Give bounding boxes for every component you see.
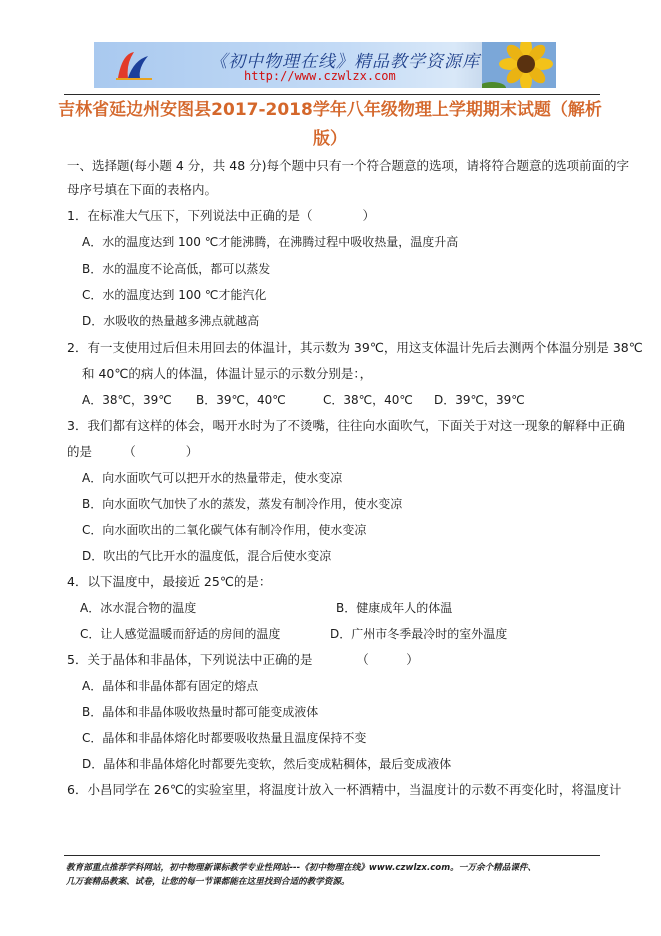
- option-d: D．水吸收的热量越多沸点就越高: [82, 314, 260, 328]
- option-b: B．水的温度不论高低，都可以蒸发: [82, 262, 271, 276]
- option-d: D．吹出的气比开水的温度低，混合后使水变凉: [82, 549, 332, 563]
- question-stem-cont: 和 40℃的病人的体温，体温计显示的示数分别是：，: [82, 366, 373, 381]
- document-title-line-1: 吉林省延边州安图县2017-2018学年八年级物理上学期期末试题（解析: [58, 100, 602, 120]
- option-a: A．冰水混合物的温度: [80, 601, 197, 615]
- option-b: B．39℃，40℃: [196, 393, 286, 407]
- option-c: C．让人感觉温暖而舒适的房间的温度: [80, 627, 281, 641]
- option-a: A．向水面吹气可以把开水的热量带走，使水变凉: [82, 471, 343, 485]
- option-c: C．38℃，40℃: [323, 393, 413, 407]
- option-a: A．晶体和非晶体都有固定的熔点: [82, 679, 259, 693]
- question-stem: 1．在标准大气压下，下列说法中正确的是（ ）: [67, 208, 375, 223]
- footer-line-2: 几万套精品教案、试卷，让您的每一节课都能在这里找到合适的教学资源。: [66, 877, 350, 887]
- header-divider: [64, 94, 600, 95]
- question-stem: 5．关于晶体和非晶体，下列说法中正确的是 （ ）: [67, 652, 419, 667]
- question-stem: 6．小昌同学在 26℃的实验室里，将温度计放入一杯酒精中，当温度计的示数不再变化时，将温度计: [67, 782, 622, 797]
- option-a: A．水的温度达到 100 ℃才能沸腾，在沸腾过程中吸收热量，温度升高: [82, 235, 459, 249]
- section-instructions-cont: 母序号填在下面的表格内。: [67, 182, 218, 197]
- footer-line-1: 教育部重点推荐学科网站，初中物理新课标教学专业性网站---《初中物理在线》www.czwlzx.com。一万余个精品课件、: [66, 863, 537, 873]
- footer-divider: [64, 855, 600, 856]
- option-a: A．38℃，39℃: [82, 393, 172, 407]
- option-b: B．健康成年人的体温: [336, 601, 453, 615]
- option-d: D．39℃，39℃: [434, 393, 525, 407]
- sunflower-icon: [482, 42, 556, 88]
- question-stem: 2．有一支使用过后但未用回去的体温计，其示数为 39℃，用这支体温计先后去测两个体温分别是 38℃: [67, 340, 643, 355]
- option-c: C．向水面吹出的二氧化碳气体有制冷作用，使水变凉: [82, 523, 367, 537]
- question-stem: 3．我们都有这样的体会，喝开水时为了不烫嘴，往往向水面吹气，下面关于对这一现象的解释中正确: [67, 418, 625, 433]
- option-c: C．晶体和非晶体熔化时都要吸收热量且温度保持不变: [82, 731, 367, 745]
- question-stem: 4．以下温度中，最接近 25℃的是：: [67, 574, 272, 589]
- question-stem-cont: 的是 （ ）: [67, 444, 199, 459]
- document-title-line-2: 版）: [313, 129, 347, 149]
- header-banner: [94, 42, 556, 88]
- site-logo-icon: [114, 48, 154, 82]
- section-instructions: 一、选择题(每小题 4 分，共 48 分)每个题中只有一个符合题意的选项，请将符合题意的选项前面的字: [67, 158, 630, 173]
- option-d: D．广州市冬季最冷时的室外温度: [330, 627, 508, 641]
- banner-url[interactable]: http://www.czwlzx.com: [244, 69, 396, 83]
- banner-title: 《初中物理在线》精品教学资源库: [210, 52, 480, 72]
- option-b: B．晶体和非晶体吸收热量时都可能变成液体: [82, 705, 319, 719]
- option-b: B．向水面吹气加快了水的蒸发，蒸发有制冷作用，使水变凉: [82, 497, 403, 511]
- option-c: C．水的温度达到 100 ℃才能汽化: [82, 288, 267, 302]
- option-d: D．晶体和非晶体熔化时都要先变软，然后变成粘稠体，最后变成液体: [82, 757, 452, 771]
